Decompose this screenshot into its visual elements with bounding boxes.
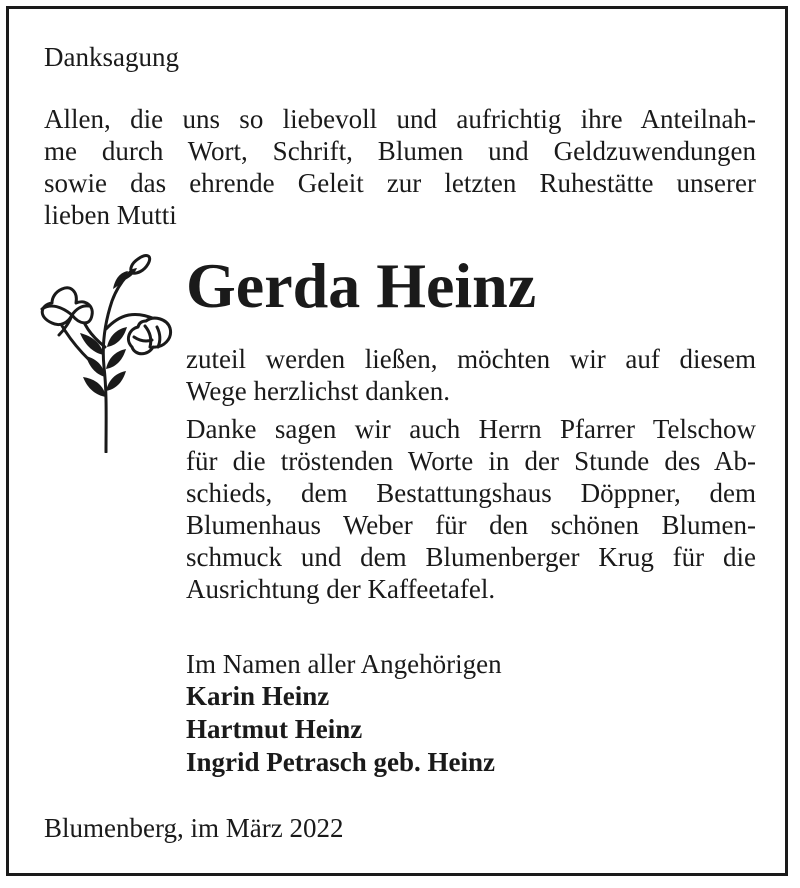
signer-name: Hartmut Heinz — [186, 714, 363, 744]
additional-thanks-line: für die tröstenden Worte in der Stunde des Ab- — [186, 446, 756, 476]
lily-flower-icon — [34, 251, 176, 453]
signer-name: Ingrid Petrasch geb. Heinz — [186, 747, 495, 777]
place-date: Blumenberg, im März 2022 — [44, 813, 344, 843]
intro-line: me durch Wort, Schrift, Blumen und Geldzuwendungen — [44, 136, 756, 166]
additional-thanks-line: schmuck und dem Blumenberger Krug für die — [186, 542, 756, 572]
thanks-line: zuteil werden ließen, möchten wir auf diesem — [186, 344, 756, 374]
signer-name: Karin Heinz — [186, 681, 330, 711]
notice-heading: Danksagung — [44, 42, 179, 72]
deceased-name: Gerda Heinz — [186, 250, 537, 321]
thanks-line: Wege herzlichst danken. — [186, 376, 450, 406]
signoff: Im Namen aller Angehörigen — [186, 649, 502, 679]
intro-line: sowie das ehrende Geleit zur letzten Ruhestätte unserer — [44, 168, 756, 198]
signer-list — [186, 680, 495, 779]
intro-line: lieben Mutti — [44, 200, 177, 230]
intro-paragraph — [44, 103, 756, 231]
additional-thanks-line: Blumenhaus Weber für den schönen Blumen- — [186, 510, 756, 540]
thanks-paragraph — [186, 343, 756, 407]
additional-thanks-paragraph — [186, 413, 756, 605]
additional-thanks-line: Danke sagen wir auch Herrn Pfarrer Telschow — [186, 414, 756, 444]
intro-line: Allen, die uns so liebevoll und aufrichtig ihre Anteilnah- — [44, 104, 756, 134]
additional-thanks-line: Ausrichtung der Kaffeetafel. — [186, 574, 496, 604]
additional-thanks-line: schieds, dem Bestattungshaus Döppner, dem — [186, 478, 756, 508]
